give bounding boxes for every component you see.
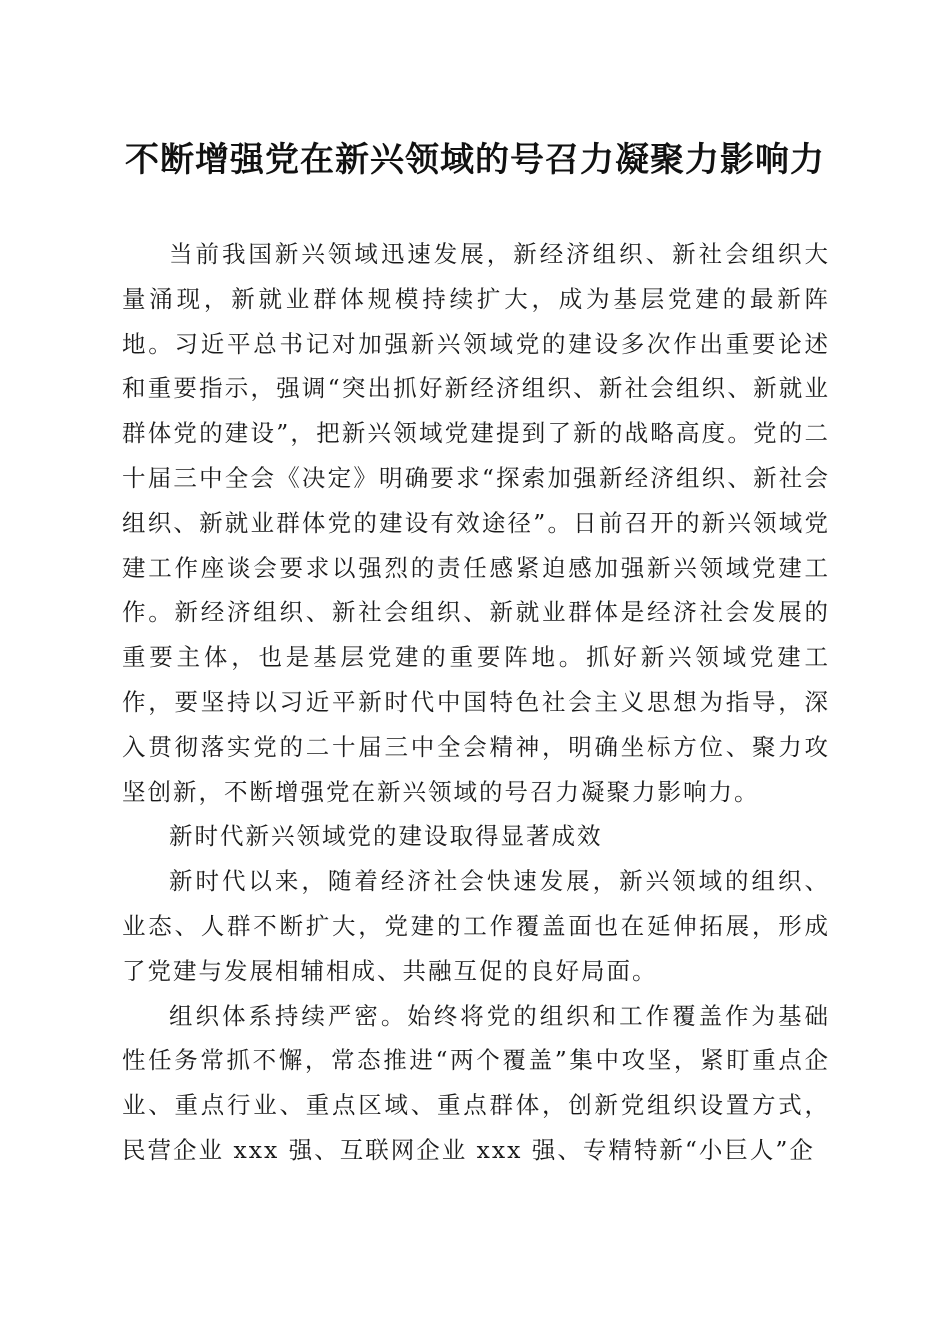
paragraph-intro: 当前我国新兴领域迅速发展，新经济组织、新社会组织大量涌现，新就业群体规模持续扩大，成为基层党建的最新阵地。习近平总书记对加强新兴领域党的建设多次作出重要论述和重要指示，强调“突出抓好新经济组织、新社会组织、新就业群体党的建设”，把新兴领域党建提到了新的战略高度。党的二十届三中全会《决定》明确要求“探索加强新经济组织、新社会组织、新就业群体党的建设有效途径”。日前召开的新兴领域党建工作座谈会要求以强烈的责任感紧迫感加强新兴领域党建工作。新经济组织、新社会组织、新就业群体是经济社会发展的重要主体，也是基层党建的重要阵地。抓好新兴领域党建工作，要坚持以习近平新时代中国特色社会主义思想为指导，深入贯彻落实党的二十届三中全会精神，明确坐标方位、聚力攻坚创新，不断增强党在新兴领域的号召力凝聚力影响力。 xyxy=(122,240,830,806)
section-heading: 新时代新兴领域党的建设取得显著成效 xyxy=(169,822,603,851)
paragraph-organization: 组织体系持续严密。始终将党的组织和工作覆盖作为基础性任务常抓不懈，常态推进“两个覆盖”集中攻坚，紧盯重点企业、重点行业、重点区域、重点群体，创新党组织设置方式，民营企业 xxx 强、互联网企业 xxx 强、专精特新“小巨人”企 xyxy=(122,1001,830,1164)
paragraph-section-intro: 新时代以来，随着经济社会快速发展，新兴领域的组织、业态、人群不断扩大，党建的工作覆盖面也在延伸拓展，形成了党建与发展相辅相成、共融互促的良好局面。 xyxy=(122,867,830,985)
document-title: 不断增强党在新兴领域的号召力凝聚力影响力 xyxy=(125,140,825,180)
document-body xyxy=(122,232,830,1173)
